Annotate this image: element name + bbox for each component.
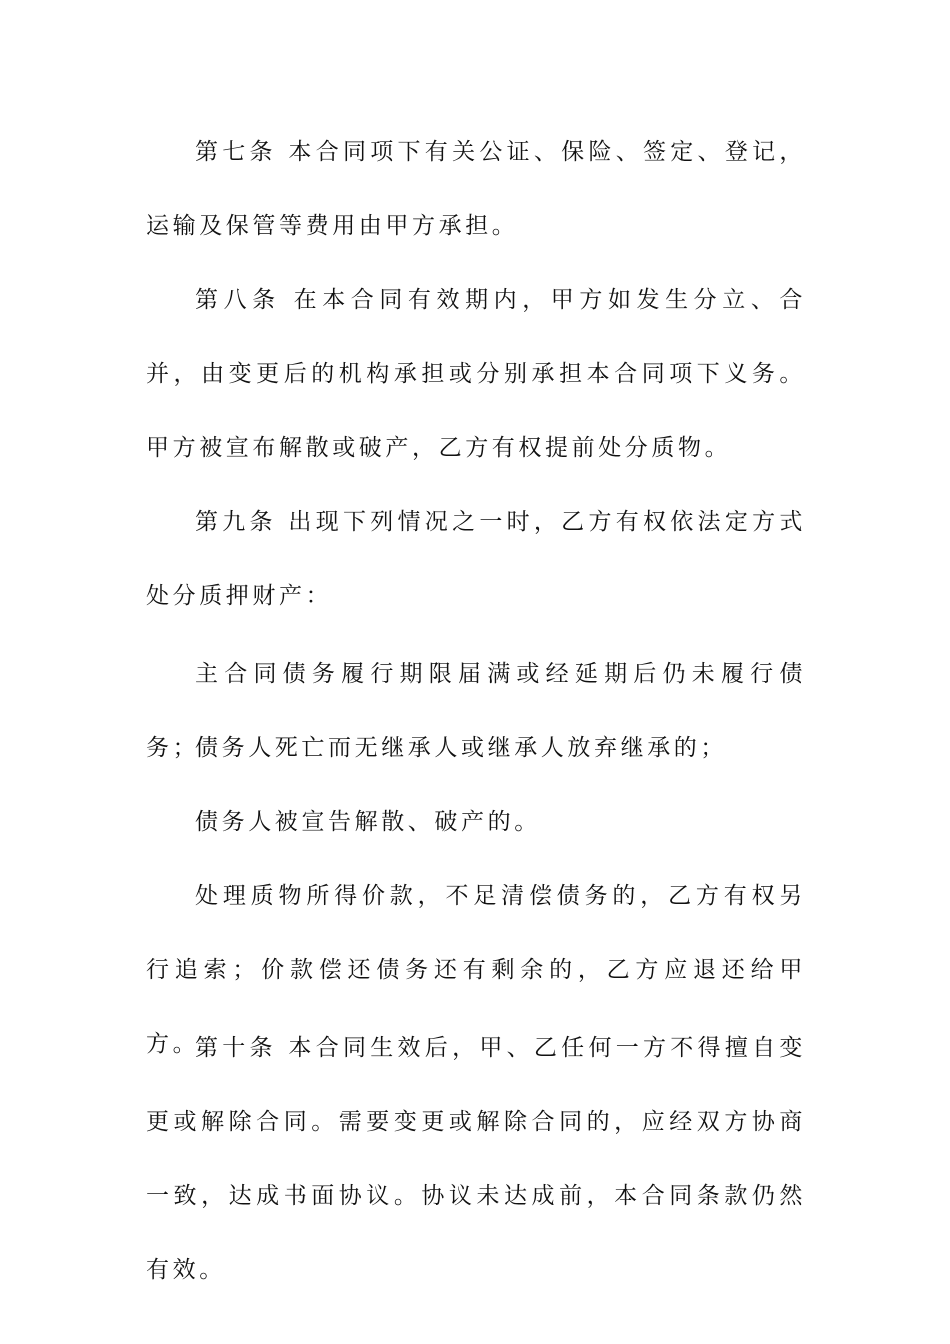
paragraph-proceeds: 处理质物所得价款，不足清偿债务的，乙方有权另行追索；价款偿还债务还有剩余的，乙方应退还给甲方。: [146, 883, 806, 1057]
paragraph-article-9: 第九条 出现下列情况之一时，乙方有权依法定方式处分质押财产：: [146, 509, 806, 609]
paragraph-article-10: 第十条 本合同生效后，甲、乙任何一方不得擅自变更或解除合同。需要变更或解除合同的，应经双方协商一致，达成书面协议。协议未达成前，本合同条款仍然有效。: [146, 1035, 806, 1283]
paragraph-article-7: 第七条 本合同项下有关公证、保险、签定、登记，运输及保管等费用由甲方承担。: [146, 139, 806, 239]
paragraph-article-8: 第八条 在本合同有效期内，甲方如发生分立、合并，由变更后的机构承担或分别承担本合同项下义务。甲方被宣布解散或破产，乙方有权提前处分质物。: [146, 287, 806, 461]
paragraph-condition-1: 主合同债务履行期限届满或经延期后仍未履行债务；: [146, 661, 806, 761]
paragraph-condition-3: 债务人被宣告解散、破产的。: [195, 809, 541, 835]
paragraph-condition-2: 债务人死亡而无继承人或继承人放弃继承的；: [195, 735, 727, 761]
